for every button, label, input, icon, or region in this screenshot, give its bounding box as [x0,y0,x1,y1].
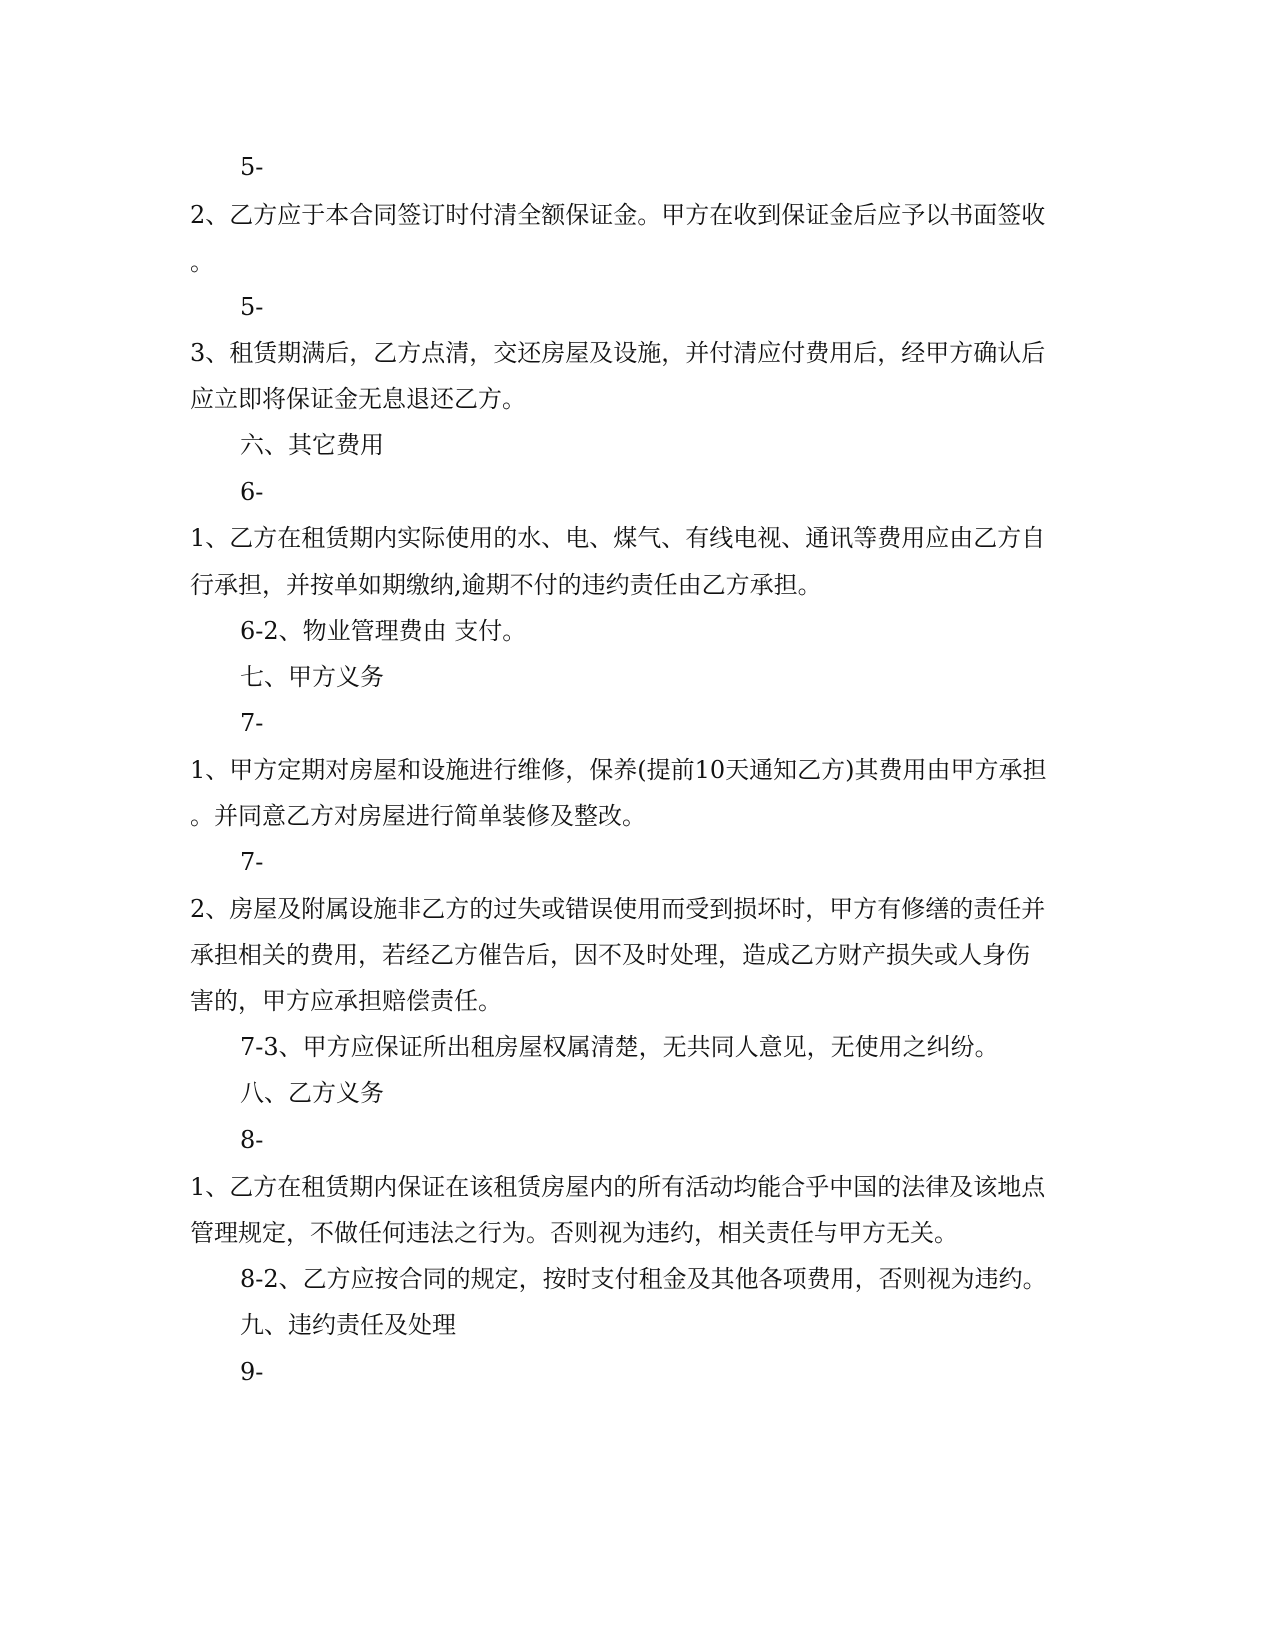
clause-6-1-text-line-1: 1、乙方在租赁期内实际使用的水、电、煤气、有线电视、通讯等费用应由乙方自 [190,524,1046,552]
clause-6-2-text: 6-2、物业管理费由 支付。 [240,617,527,645]
clause-number-5: 5- [240,153,264,181]
clause-number-8: 8- [240,1126,264,1154]
clause-8-2-text: 8-2、乙方应按合同的规定，按时支付租金及其他各项费用，否则视为违约。 [240,1265,1047,1293]
clause-number-5: 5- [240,293,264,321]
clause-number-7: 7- [240,709,264,737]
section-heading-8: 八、乙方义务 [240,1079,384,1107]
section-heading-7: 七、甲方义务 [240,663,384,691]
clause-7-2-text-line-1: 2、房屋及附属设施非乙方的过失或错误使用而受到损坏时，甲方有修缮的责任并 [190,895,1046,923]
clause-7-3-text: 7-3、甲方应保证所出租房屋权属清楚，无共同人意见，无使用之纠纷。 [240,1033,999,1061]
section-heading-6: 六、其它费用 [240,431,384,459]
clause-number-7: 7- [240,848,264,876]
clause-7-1-text-line-1: 1、甲方定期对房屋和设施进行维修，保养(提前10天通知乙方)其费用由甲方承担 [190,756,1047,784]
clause-number-9: 9- [240,1358,264,1386]
clause-7-2-text-line-2: 承担相关的费用，若经乙方催告后，因不及时处理，造成乙方财产损失或人身伤 [190,941,1030,969]
clause-7-2-text-line-3: 害的，甲方应承担赔偿责任。 [190,987,502,1015]
clause-5-3-text-line-1: 3、租赁期满后，乙方点清，交还房屋及设施，并付清应付费用后，经甲方确认后 [190,339,1046,367]
clause-5-3-text-line-2: 应立即将保证金无息退还乙方。 [190,385,526,413]
clause-number-6: 6- [240,478,264,506]
clause-8-1-text-line-2: 管理规定，不做任何违法之行为。否则视为违约，相关责任与甲方无关。 [190,1219,958,1247]
clause-7-1-text-line-2: 。并同意乙方对房屋进行简单装修及整改。 [190,802,646,830]
clause-8-1-text-line-1: 1、乙方在租赁期内保证在该租赁房屋内的所有活动均能合乎中国的法律及该地点 [190,1173,1046,1201]
clause-5-2-text-line-1: 2、乙方应于本合同签订时付清全额保证金。甲方在收到保证金后应予以书面签收 [190,201,1046,229]
clause-6-1-text-line-2: 行承担，并按单如期缴纳,逾期不付的违约责任由乙方承担。 [190,571,822,599]
clause-5-2-text-line-2: 。 [190,248,214,276]
section-heading-9: 九、违约责任及处理 [240,1311,456,1339]
